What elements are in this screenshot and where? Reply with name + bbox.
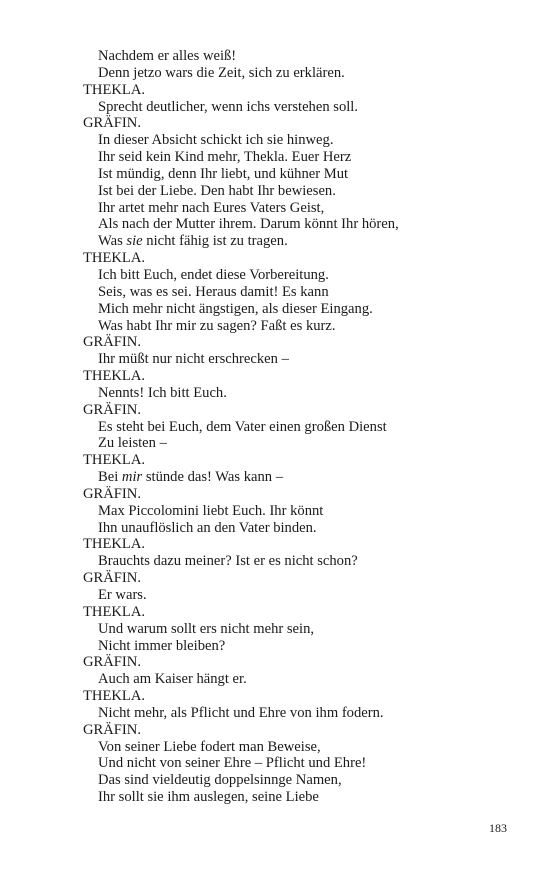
verse-text: stünde das! Was kann – [142, 469, 284, 486]
verse-line: Denn jetzo wars die Zeit, sich zu erklären. [98, 64, 345, 81]
verse-line: Als nach der Mutter ihrem. Darum könnt Ihr hören, [98, 216, 399, 233]
verse-line: Ist bei der Liebe. Den habt Ihr bewiesen. [98, 182, 336, 199]
speaker-name: GRÄFIN. [83, 570, 141, 587]
verse-line: Zu leisten – [98, 435, 167, 452]
emphasized-word: sie [126, 233, 143, 250]
verse-line: Brauchts dazu meiner? Ist er es nicht schon? [98, 553, 358, 570]
verse-line: Und nicht von seiner Ehre – Pflicht und Ehre! [98, 755, 367, 772]
speaker-name: GRÄFIN. [83, 401, 141, 418]
drama-text-block [83, 48, 523, 806]
speaker-name: GRÄFIN. [83, 654, 141, 671]
verse-line: Seis, was es sei. Heraus damit! Es kann [98, 283, 329, 300]
verse-text: Bei [98, 469, 122, 486]
verse-line: Nicht mehr, als Pflicht und Ehre von ihm fodern. [98, 704, 384, 721]
speaker-name: GRÄFIN. [83, 115, 141, 132]
speaker-name: THEKLA. [83, 603, 146, 620]
page-number: 183 [489, 821, 507, 835]
verse-line: Sprecht deutlicher, wenn ichs verstehen soll. [98, 98, 359, 115]
verse-line: Er wars. [98, 587, 147, 603]
verse-line: Ich bitt Euch, endet diese Vorbereitung. [98, 266, 329, 283]
verse-line: Ihr sollt sie ihm auslegen, seine Liebe [98, 789, 319, 806]
verse-text: Was [98, 233, 127, 250]
verse-line: In dieser Absicht schickt ich sie hinweg. [98, 132, 334, 149]
verse-line: Von seiner Liebe fodert man Beweise, [98, 738, 321, 755]
verse-line [83, 469, 523, 486]
speaker-name: THEKLA. [83, 536, 146, 553]
verse-line: Ihr seid kein Kind mehr, Thekla. Euer Herz [98, 149, 352, 166]
speaker-name: THEKLA. [83, 368, 146, 385]
verse-line: Nachdem er alles weiß! [98, 48, 237, 64]
verse-text: nicht fähig ist zu tragen. [142, 233, 288, 250]
verse-line: Das sind vieldeutig doppelsinnge Namen, [98, 772, 342, 789]
speaker-name: THEKLA. [83, 688, 146, 705]
verse-line: Und warum sollt ers nicht mehr sein, [98, 620, 315, 637]
speaker-name: THEKLA. [83, 81, 146, 98]
speaker-name: GRÄFIN. [83, 485, 141, 502]
verse-line: Mich mehr nicht ängstigen, als dieser Eingang. [98, 300, 373, 317]
speaker-name: GRÄFIN. [83, 721, 141, 738]
verse-line: Nicht immer bleiben? [98, 637, 226, 654]
speaker-name: THEKLA. [83, 452, 146, 469]
verse-line: Ist mündig, denn Ihr liebt, und kühner Mut [98, 165, 349, 182]
verse-line: Ihr artet mehr nach Eures Vaters Geist, [98, 199, 325, 216]
emphasized-word: mir [121, 469, 143, 486]
verse-line [83, 233, 523, 250]
verse-line: Was habt Ihr mir zu sagen? Faßt es kurz. [98, 317, 336, 334]
verse-line: Ihn unauflöslich an den Vater binden. [98, 519, 317, 536]
speaker-name: GRÄFIN. [83, 334, 141, 351]
verse-line: Es steht bei Euch, dem Vater einen großen Dienst [98, 418, 387, 435]
verse-line: Auch am Kaiser hängt er. [98, 671, 247, 688]
verse-line: Max Piccolomini liebt Euch. Ihr könnt [98, 502, 324, 519]
verse-line: Ihr müßt nur nicht erschrecken – [98, 351, 289, 368]
speaker-name: THEKLA. [83, 250, 146, 267]
verse-line: Nennts! Ich bitt Euch. [98, 384, 227, 401]
